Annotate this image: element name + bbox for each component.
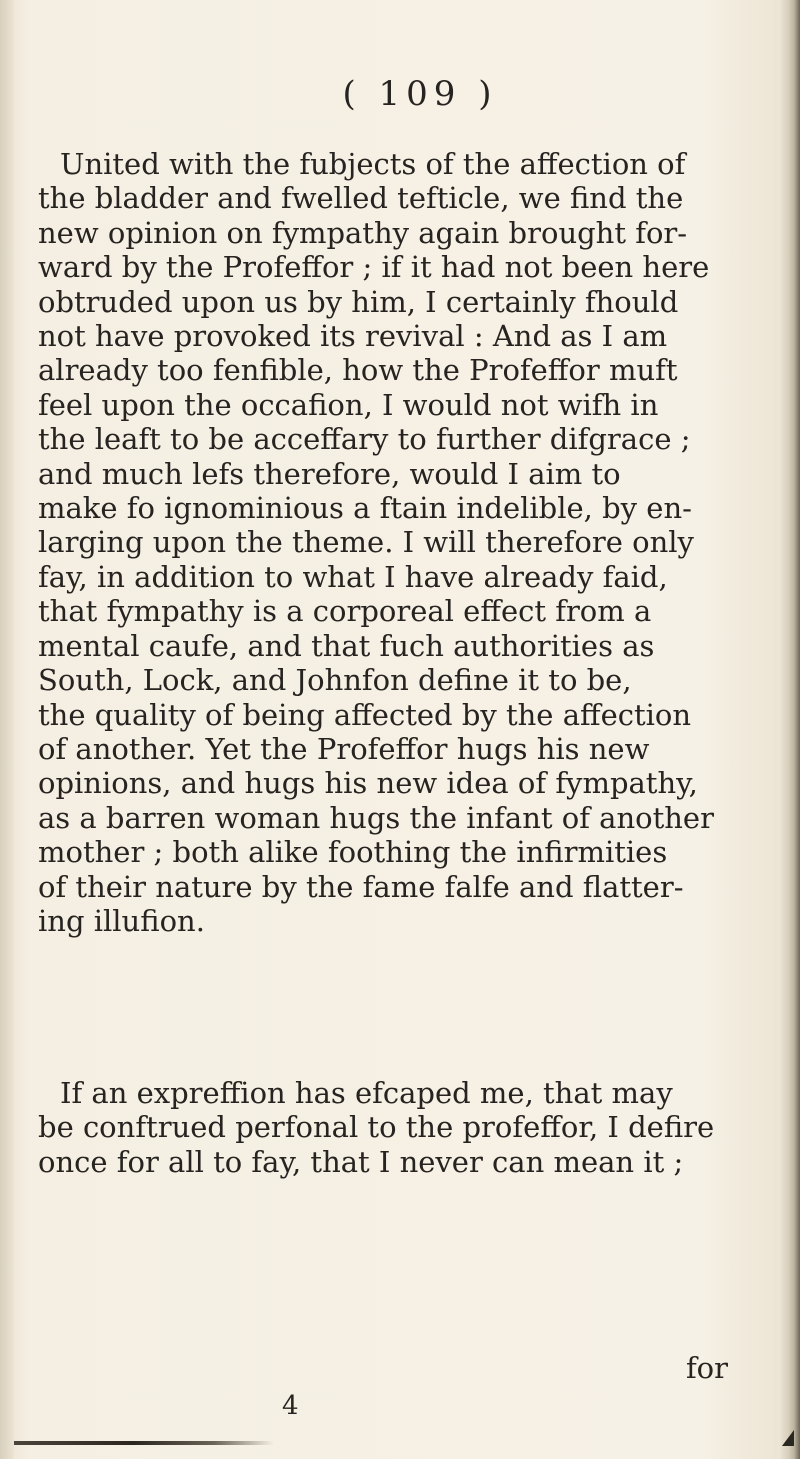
text-line: of another. Yet the Profeffor hugs his new (38, 731, 650, 766)
text-line: ing illufion. (38, 903, 205, 938)
text-line: as a barren woman hugs the infant of another (38, 800, 714, 835)
text-line: already too fenfible, how the Profeffor muft (38, 353, 678, 388)
text-line: mother ; both alike foothing the infirmities (38, 835, 668, 870)
signature-mark: 4 (282, 1391, 299, 1421)
text-line: ward by the Profeffor ; if it had not been here (38, 250, 710, 285)
text-line: United with the fubjects of the affection of (60, 147, 686, 181)
text-line: not have provoked its revival : And as I am (38, 319, 668, 354)
text-line: fay, in addition to what I have already faid, (38, 559, 668, 594)
text-line: that fympathy is a corporeal effect from a (38, 594, 652, 629)
page-fore-edge (778, 0, 800, 1459)
text-line: the bladder and fwelled tefticle, we find the (38, 181, 684, 216)
text-line: feel upon the occafion, I would not wifh in (38, 387, 659, 422)
text-line: mental caufe, and that fuch authorities as (38, 628, 655, 663)
text-line: opinions, and hugs his new idea of fympathy, (38, 766, 698, 801)
text-line: of their nature by the fame falfe and flatter- (38, 869, 684, 904)
text-line: and much lefs therefore, would I aim to (38, 456, 621, 491)
paragraph-1 (38, 147, 728, 938)
page-bottom-shadow (14, 1441, 770, 1445)
catchword: for (685, 1351, 728, 1385)
page-corner-mark (782, 1430, 794, 1446)
text-line: once for all to fay, that I never can mean it ; (38, 1144, 684, 1179)
text-line: the quality of being affected by the affection (38, 697, 692, 732)
text-line: larging upon the theme. I will therefore only (38, 525, 694, 560)
text-line: the leaft to be acceffary to further difgrace ; (38, 422, 691, 457)
text-line: new opinion on fympathy again brought for- (38, 215, 688, 250)
text-line: If an expreffion has efcaped me, that may (60, 1076, 673, 1110)
text-line: be conftrued perfonal to the profeffor, I defire (38, 1110, 715, 1145)
page-number-header: ( 109 ) (342, 74, 498, 114)
page-gutter-edge (0, 0, 14, 1459)
text-line: obtruded upon us by him, I certainly fhould (38, 284, 679, 319)
text-line: make fo ignominious a ftain indelible, by en- (38, 491, 692, 526)
paragraph-2 (38, 1076, 728, 1179)
text-line: South, Lock, and Johnfon define it to be, (38, 663, 632, 698)
